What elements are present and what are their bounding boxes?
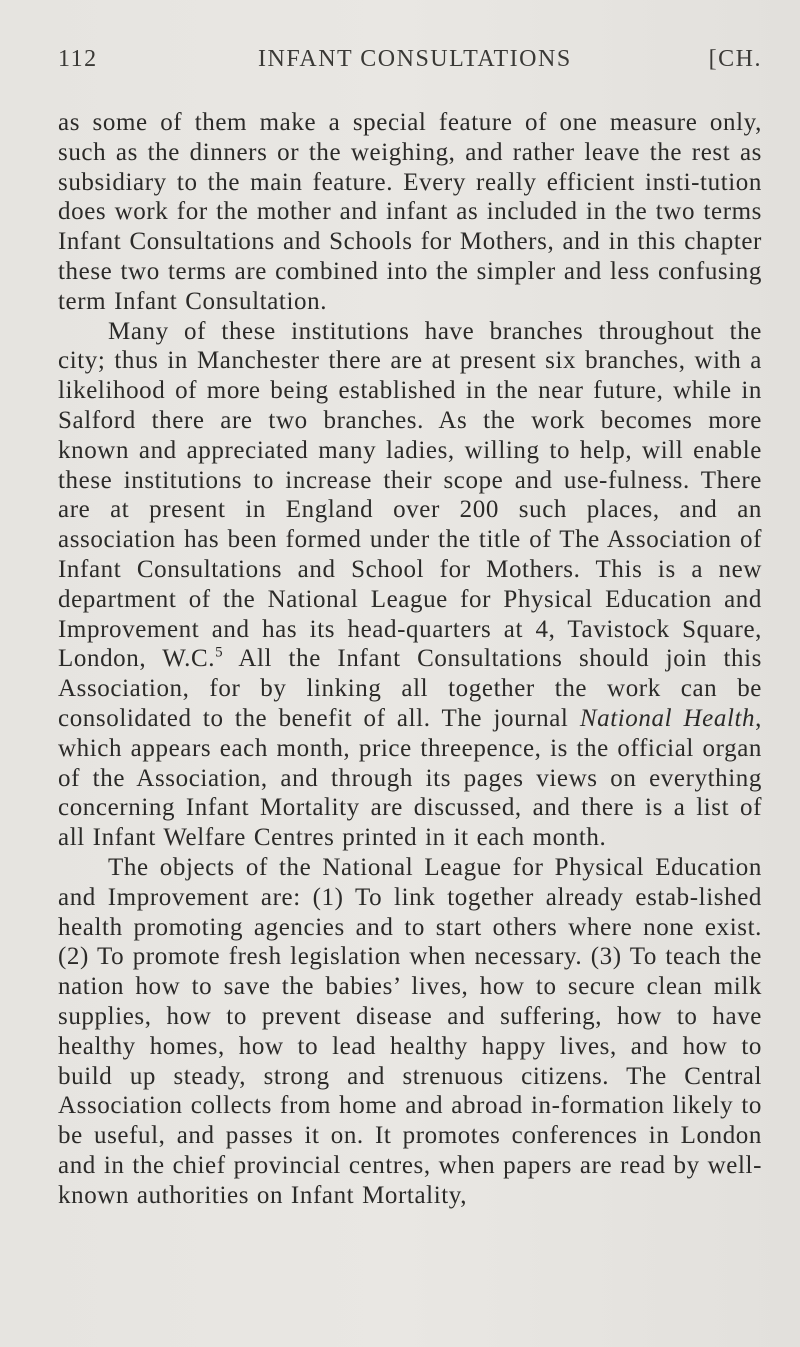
footnote-reference: 5 [215,645,224,662]
chapter-mark: [CH. [708,46,762,72]
paragraph-text: All the Infant Consultations should join this Association, for by linking all together the work can be consolidated to the benefit of all. The journal [58,645,762,732]
paragraph-text: Many of these institutions have branches throughout the city; thus in Manchester there are at present six branches, with a likelihood of more being established in the near future, while in Salford there are two branches. As the work becomes more known and appreciated many ladies, willing to help, will enable these institutions to increase their scope and use-fulness. There are at present in England over 200 such places, and an association has been formed under the title of The Association of Infant Consultations and School for Mothers. This is a new department of the National League for Physical Education and Improvement and has its head-quarters at 4, Tavistock Square, London, W.C. [58,317,762,673]
paragraph-branches [58,317,762,853]
paragraph-objects: The objects of the National League for Physical Education and Improvement are: (1) To link together already estab-lished health promoting agencies and to start others where none exist. (2) To promote fresh legislation when necessary. (3) To teach the nation how to save the babies’ lives, how to secure clean milk supplies, how to prevent disease and suffering, how to have healthy homes, how to lead healthy happy lives, and how to build up steady, strong and strenuous citizens. The Central Association collects from home and abroad in-formation likely to be useful, and passes it on. It promotes conferences in London and in the chief provincial centres, when papers are read by well-known authorities on Infant Mortality, [58,853,762,1209]
running-title: INFANT CONSULTATIONS [258,46,572,72]
paragraph-text: , which appears each month, price threepence, is the official organ of the Association, and through its pages views on everything concerning Infant Mortality are discussed, and there is a list of all Infant Welfare Centres printed in it each month. [58,704,763,852]
running-head [58,46,762,82]
body-text [58,108,762,1210]
paragraph-continued: as some of them make a special feature of one measure only, such as the dinners or the weighing, and rather leave the rest as subsidiary to the main feature. Every really efficient insti-tution does work for the mother and infant as included in the two terms Infant Consultations and Schools for Mothers, and in this chapter these two terms are combined into the simpler and less confusing term Infant Consultation. [58,109,762,315]
page-number: 112 [58,46,98,72]
journal-title: National Health [579,704,756,732]
